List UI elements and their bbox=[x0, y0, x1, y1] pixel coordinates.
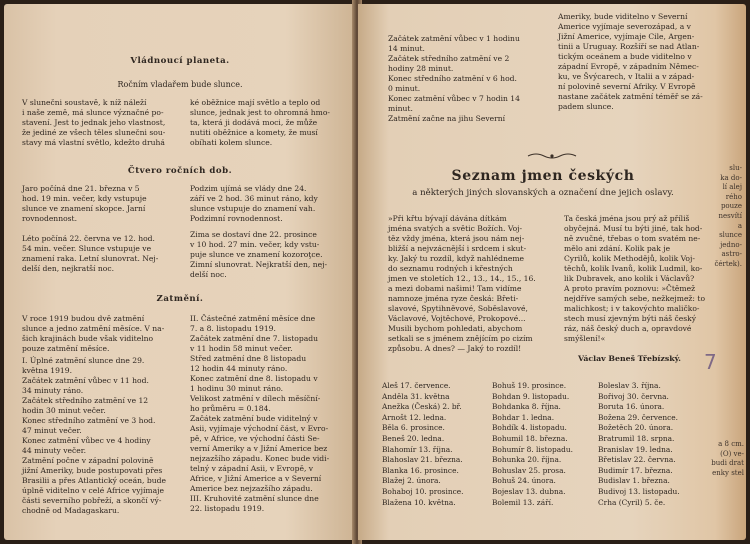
name-entry: Blažena 10. května. bbox=[382, 497, 456, 507]
name-entry: Běla 6. prosince. bbox=[382, 423, 445, 433]
eclipses-col1 bbox=[22, 314, 180, 516]
spring-paragraph: Jaro počíná dne 21. března v 5 hod. 19 min. večer, kdy vstupuje slunce ve znamení skopce. Jarní rovnodennost. bbox=[22, 184, 147, 223]
name-entry: Bohdan 9. listopadu. bbox=[492, 391, 570, 401]
name-entry: Arnošt 12. ledna. bbox=[382, 412, 447, 422]
name-entry: Boruta 16. února. bbox=[598, 402, 665, 412]
names-column-2 bbox=[492, 381, 573, 508]
quote-text-1: »Při křtu bývají dávána dítkám jména svatých a světic Božích. Voj- těz vždy jména, která jsou nám nej- bližší a nejvzácnější i srdcem i skut- ky. Jaký tu rozdíl, když nahlédneme do seznamu rodných i křestných jmen ve stoletích 12., 13., 14., 15., 16. a mezi dobami našimi! Tam vidíme namnoze jména ryze česká: Břeti- slavové, Spytihněvové, Soběslavové, Václavové, Vojtěchové, Prokopové... Musili bychom pohledati, abychom setkali se s jménem znějícím po cizím způsobu. A dnes? — Jaký to rozdíl! bbox=[388, 214, 536, 353]
eclipses-col2 bbox=[190, 314, 342, 514]
name-entry: Bořivoj 30. června. bbox=[598, 391, 669, 401]
names-column-3 bbox=[598, 381, 680, 508]
name-entry: Boleslav 3. října. bbox=[598, 381, 661, 390]
name-entry: Anežka (Česká) 2. bř. bbox=[382, 402, 462, 412]
left-col1-intro bbox=[22, 98, 180, 148]
names-list-subtitle: a některých jiných slovanských a označení dne jejich oslavy. bbox=[412, 188, 674, 198]
planet-paragraph-2: ké oběžnice mají světlo a teplo od slunce, jednak jest to ohromná hmo- ta, která ji dodává moci, že může nutiti oběžnice a komety, že musí obíhati kolem slunce. bbox=[190, 98, 330, 147]
name-entry: Bohuš 24. února. bbox=[492, 476, 556, 486]
names-column-1 bbox=[382, 381, 463, 508]
name-entry: Budimír 17. března. bbox=[598, 465, 673, 475]
ruler-line: Ročním vladařem bude slunce. bbox=[117, 80, 243, 89]
name-entry: Bohuš 19. prosince. bbox=[492, 381, 567, 390]
right-page bbox=[358, 4, 746, 540]
name-entry: Budivoj 13. listopadu. bbox=[598, 486, 680, 496]
seasons-col1 bbox=[22, 184, 180, 274]
eclipse-intro: V roce 1919 budou dvě zatmění slunce a jedno zatmění měsíce. V na- šich krajinách bude však viditelno pouze zatmění měsíce. bbox=[22, 314, 165, 353]
page-pencil-mark: 7 bbox=[704, 350, 717, 374]
quote-col1 bbox=[388, 214, 558, 354]
left-page bbox=[4, 4, 356, 540]
name-entry: Bohdar 1. ledna. bbox=[492, 412, 555, 422]
eclipse-continued-text-1: Začátek zatmění vůbec v 1 hodinu 14 minut. Začátek středního zatmění ve 2 hodiny 28 minut. Konec středního zatmění v 6 hod. 0 minut. Konec zatmění vůbec v 7 hodin 14 minut. Zatmění začne na jihu Severní bbox=[388, 34, 520, 123]
name-entry: Aleš 17. července. bbox=[382, 381, 451, 390]
eclipse-continued-col2 bbox=[558, 12, 718, 112]
seasons-col2 bbox=[190, 184, 342, 280]
name-entry: Crha (Cyril) 5. če. bbox=[598, 497, 666, 507]
name-entry: Bojeslav 13. dubna. bbox=[492, 486, 566, 496]
eclipse-continued-col1 bbox=[388, 34, 548, 124]
name-entry: Bohdanka 8. října. bbox=[492, 402, 561, 412]
name-entry: Bohuslav 25. prosa. bbox=[492, 465, 566, 475]
next-page-edge-footer bbox=[688, 440, 744, 500]
name-entry: Budislav 1. března. bbox=[598, 476, 670, 486]
name-entry: Bratrumil 18. srpna. bbox=[598, 433, 675, 443]
name-entry: Bohumír 8. listopadu. bbox=[492, 444, 573, 454]
name-entry: Blahoslav 21. března. bbox=[382, 455, 463, 465]
name-entry: Bohumil 18. března. bbox=[492, 433, 568, 443]
heading-eclipses: Zatmění. bbox=[156, 294, 204, 304]
quote-attribution: Václav Beneš Třebízský. bbox=[578, 354, 681, 363]
names-list-title: Seznam jmen českých bbox=[451, 168, 635, 184]
name-entry: Branislav 19. ledna. bbox=[598, 444, 673, 454]
name-entry: Bohdík 4. listopadu. bbox=[492, 423, 567, 433]
name-entry: Božetěch 20. února. bbox=[598, 423, 674, 433]
next-page-edge-text bbox=[678, 164, 742, 304]
name-entry: Anděla 31. května bbox=[382, 391, 450, 401]
ornament-divider bbox=[526, 152, 578, 160]
name-entry: Bolemil 13. září. bbox=[492, 497, 554, 507]
autumn-paragraph: Podzim ujímá se vlády dne 24. září ve 2 hod. 36 minut ráno, kdy slunce vstupuje do znamení vah. Podzimní rovnodennost. bbox=[190, 184, 318, 223]
name-entry: Božena 29. července. bbox=[598, 412, 678, 422]
quote-text-2: Ta česká jména jsou prý až příliš obyčejná. Musí tu býti jiné, tak hod- ně zvučné, třebas o tom svatém ne- mělo ani zdání. Kolik pak je Cyrilů, kolik Methodějů, kolik Voj- těchů, kolik Ivanů, kolik Ludmil, ko- lik Dubravek, ano kolik i Václavů? A proto pravím poznovu: »Čtěmež nejdříve samých sebe, nežkejmež: to malichkost; i v takovýchto maličko- stech musí zjevným býti náš český ráz, náš český duch a, opravdové smýšlení!« bbox=[564, 214, 706, 343]
name-entry: Blanka 16. prosince. bbox=[382, 465, 459, 475]
name-entry: Bohaboj 10. prosince. bbox=[382, 486, 464, 496]
heading-seasons: Čtvero ročních dob. bbox=[127, 166, 233, 176]
name-entry: Blažej 2. února. bbox=[382, 476, 441, 486]
edge-words: slu- ka do- lí alej rého pouze nesvítí a slunce jedno- astro- čértek). bbox=[714, 164, 742, 268]
name-entry: Břetislav 22. června. bbox=[598, 455, 676, 465]
name-entry: Blahomír 13. října. bbox=[382, 444, 453, 454]
winter-paragraph: Zima se dostaví dne 22. prosince v 10 hod. 27 min. večer, kdy vstu- puje slunce ve znamení kozoroţce. Zimní slunovrat. Nejkratší den, nej- delší noc. bbox=[190, 230, 328, 279]
edge-footer-words: a 8 cm. (O) ve- budi drat enky stel bbox=[711, 440, 744, 477]
planet-paragraph-1: V slunečni soustavě, k níž náleží i naše země, má slunce význačné po- stavení. Jest to jednak jeho vlastnost, že jediné ze všech těles slunečni sou- stavy má vlastní světlo, kdežto druhá bbox=[22, 98, 166, 147]
solar-eclipse-details: I. Úplné zatmění slunce dne 29. května 1919. Začátek zatmění vůbec v 11 hod. 34 minuty ráno. Začátek středního zatmění ve 12 hodin 30 minut večer. Konec středního zatmění ve 3 hod. 47 minut večer. Konec zatmění vůbec ve 4 hodiny 44 minuty večer. Zatmění počne v západní polovině jižní Ameriky, bude postupovati přes Brasilii a přes Atlantický oceán, bude úplně viditelno v celé Africe vyjímaje části severního pobřeží, a skončí vý- chodně od Madagaskaru. bbox=[22, 356, 166, 515]
lunar-eclipse-details: II. Částečné zatmění měsíce dne 7. a 8. listopadu 1919. Začátek zatmění dne 7. listopadu v 11 hodin 58 minut večer. Střed zatmění dne 8 listopadu 12 hodin 44 minuty ráno. Konec zatmění dne 8. listopadu v 1 hodinu 30 minut ráno. Velikost zatmění v dílech měsíční- ho průměru = 0.184. Začátek zatmění bude viditelný v Asii, vyjímaje východní část, v Evro- pě, v Africe, ve východní části Se- verní Ameriky a v Jižní Americe bez nejzazšího západu. Konec bude vidi- telný v západní Asii, v Evropě, v Africe, v Jižní Americe a v Severní Americe bez nejzazšího západu. III. Kruhovité zatmění slunce dne 22. listopadu 1919. bbox=[190, 314, 330, 513]
summer-paragraph: Léto počíná 22. června ve 12. hod. 54 min. večer. Slunce vstupuje ve znamení raka. Letní slunovrat. Nej- delší den, nejkratší noc. bbox=[22, 234, 159, 273]
eclipse-continued-text-2: Ameriky, bude viditelno v Severní Americe vyjímaje severozápad, a v Jižní Americe, vyjímaje Cile, Argen- tinii a Uruguay. Rozšíří se nad Atlan- tickým oceánem a bude viditelno v západní Evropě, v západním Němec- ku, ve Švýcarech, v Italii a v západ- ní polovině severní Afriky. V Evropě nastane začátek zatmění téměř se zá- padem slunce. bbox=[558, 12, 703, 111]
name-entry: Bohunka 20. října. bbox=[492, 455, 562, 465]
heading-ruling-planet: Vládnoucí planeta. bbox=[130, 56, 230, 66]
left-col2-intro bbox=[190, 98, 342, 148]
name-entry: Beneš 20. ledna. bbox=[382, 433, 445, 443]
